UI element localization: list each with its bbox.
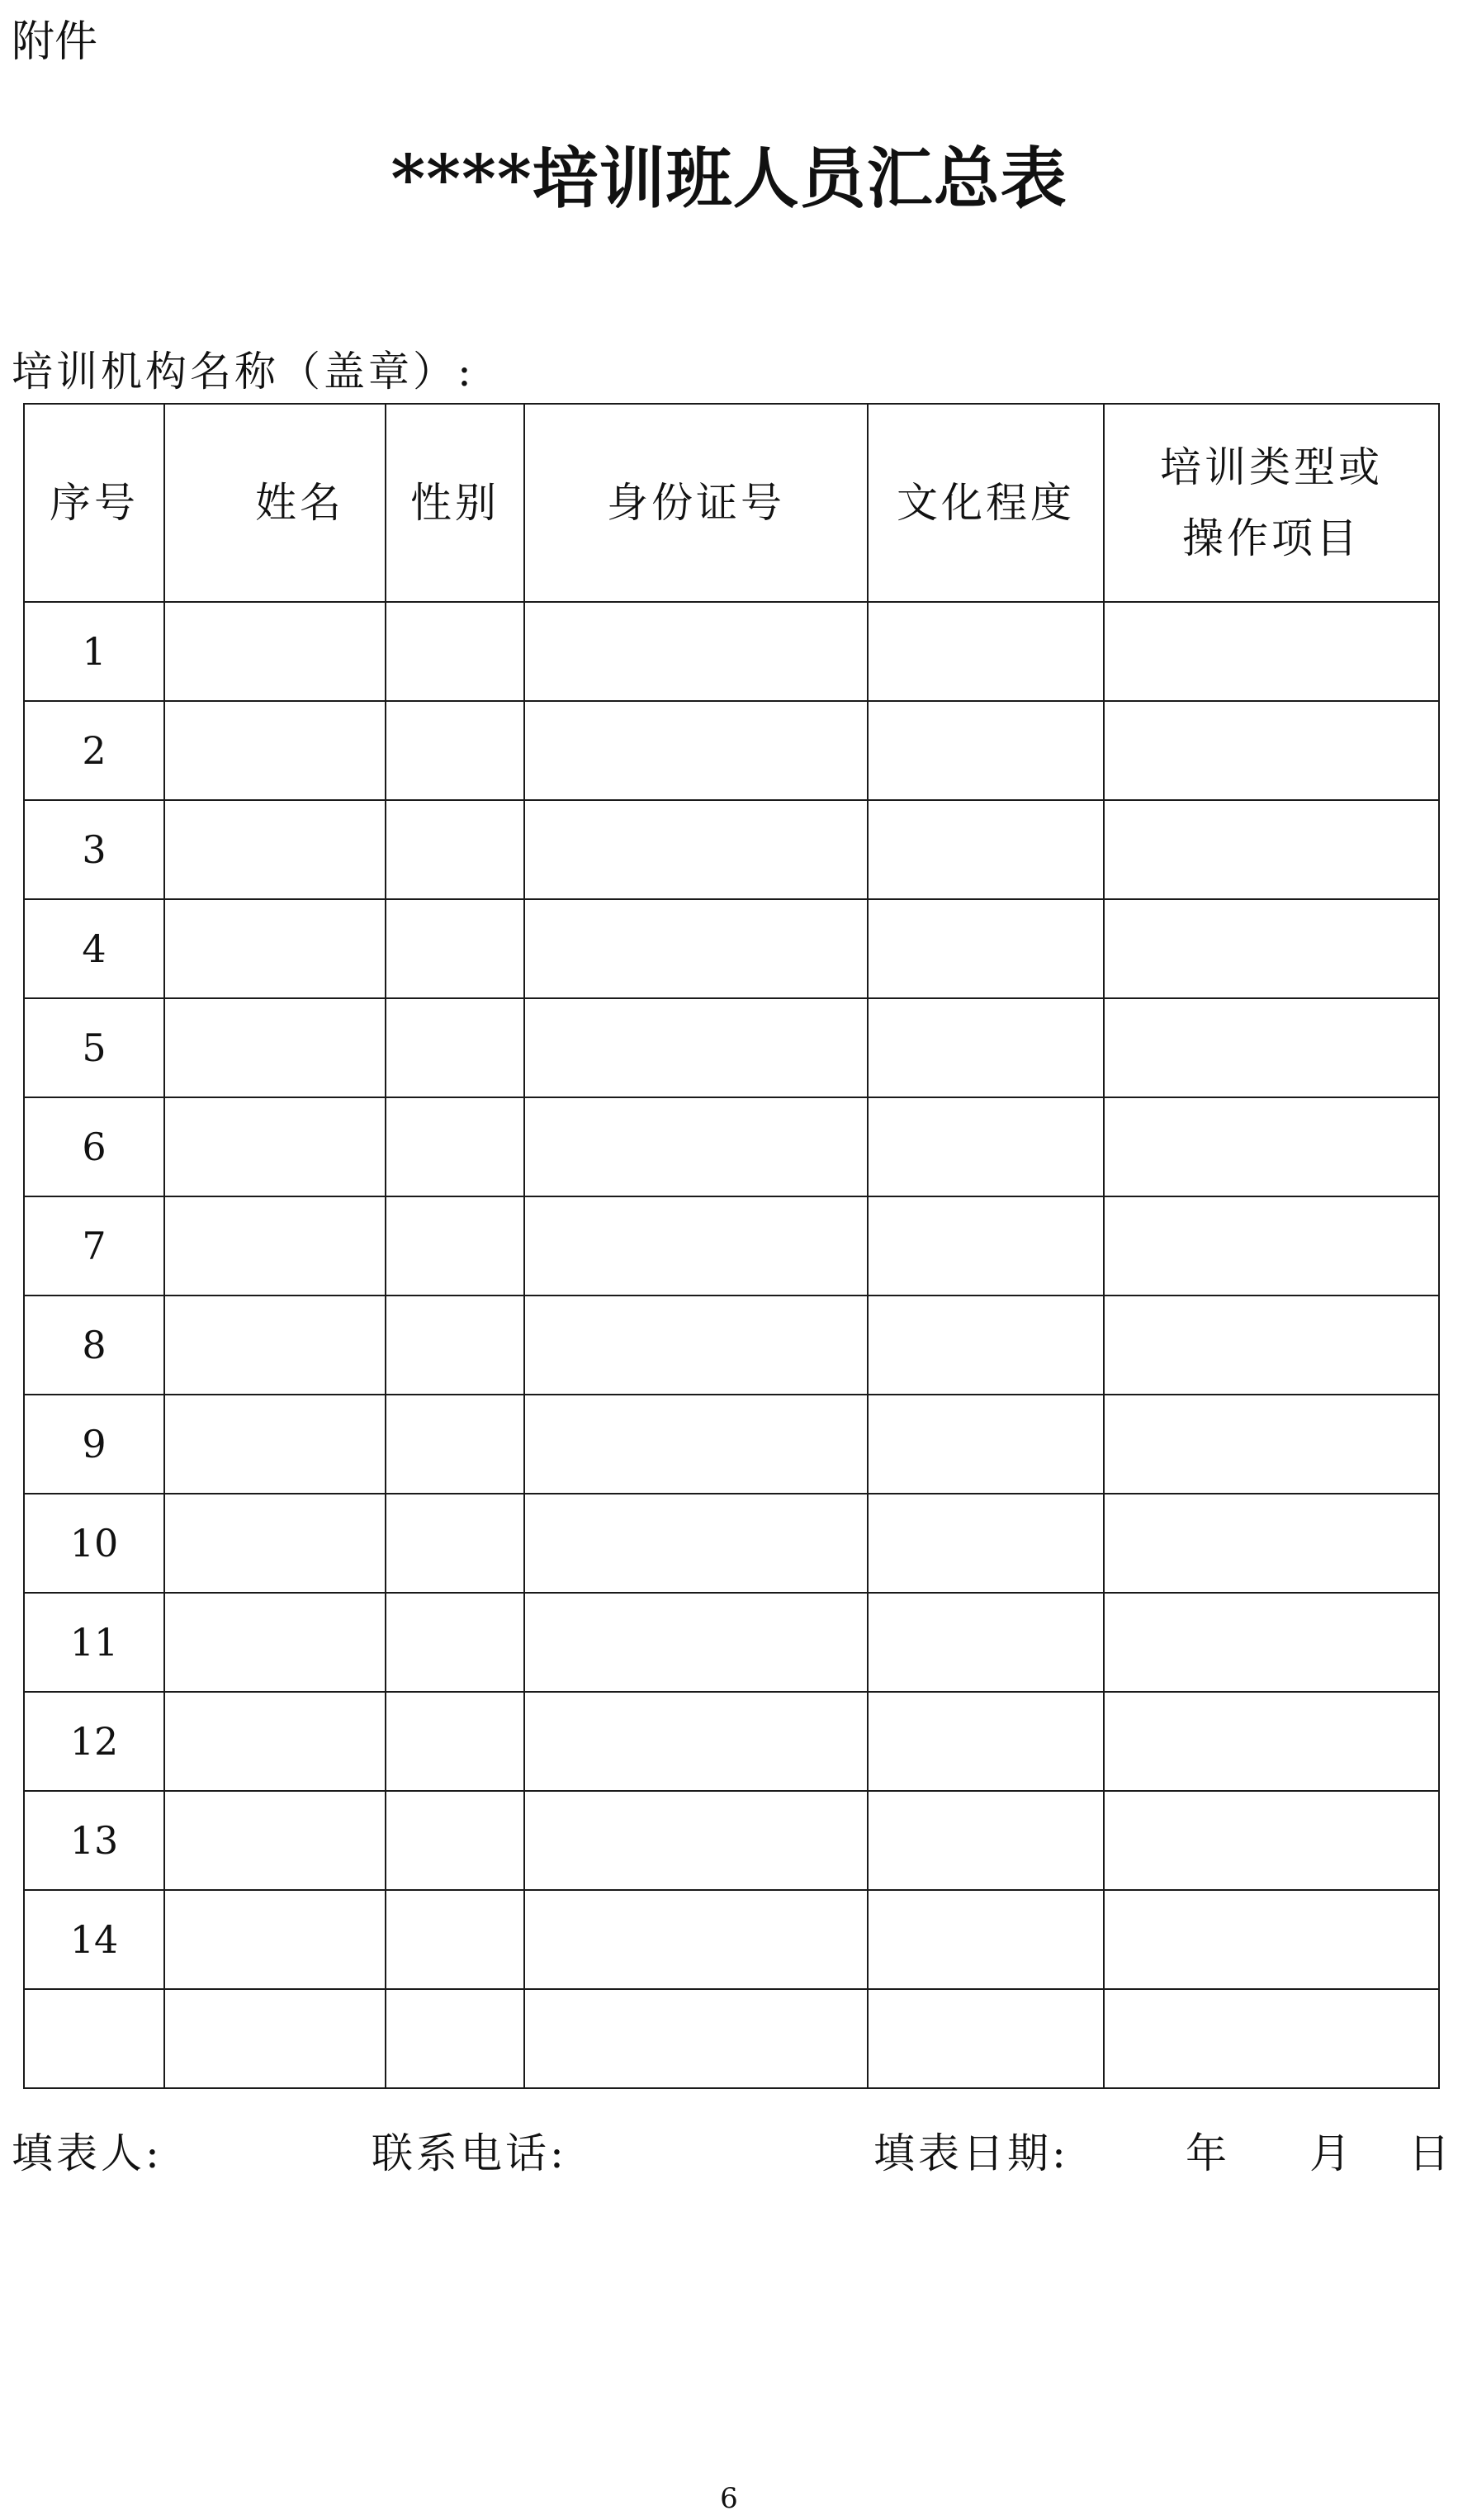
header-education: 文化程度: [868, 404, 1104, 602]
org-name-field: [12, 339, 475, 398]
header-training-type: [1104, 404, 1439, 602]
cell-gender: [386, 1395, 524, 1494]
cell-id-number: [524, 1593, 868, 1692]
cell-gender: [386, 998, 524, 1097]
cell-training-type: [1104, 1494, 1439, 1593]
table-body: [24, 602, 1439, 2088]
cell-training-type: [1104, 899, 1439, 998]
cell-name: [164, 701, 386, 800]
page-number: 6: [720, 2482, 738, 2515]
cell-no: 12: [24, 1692, 164, 1791]
table-row: [24, 1593, 1439, 1692]
cell-training-type: [1104, 1395, 1439, 1494]
table-row: [24, 602, 1439, 701]
cell-gender: [386, 1890, 524, 1989]
attachment-label: 附件: [12, 17, 98, 67]
cell-id-number: [524, 899, 868, 998]
cell-no: 4: [24, 899, 164, 998]
cell-no: 11: [24, 1593, 164, 1692]
table-row: [24, 1395, 1439, 1494]
cell-gender: [386, 1097, 524, 1196]
cell-training-type: [1104, 701, 1439, 800]
month-label: 月: [1309, 2129, 1354, 2177]
cell-no: [24, 1989, 164, 2088]
cell-id-number: [524, 602, 868, 701]
cell-id-number: [524, 1890, 868, 1989]
phone-label: 联系电话:: [372, 2129, 567, 2177]
cell-no: 6: [24, 1097, 164, 1196]
cell-gender: [386, 1791, 524, 1890]
cell-name: [164, 1395, 386, 1494]
cell-id-number: [524, 1196, 868, 1296]
cell-education: [868, 701, 1104, 800]
cell-education: [868, 1989, 1104, 2088]
header-gender: 性别: [386, 404, 524, 602]
table-header-row: [24, 404, 1439, 602]
cell-training-type: [1104, 1097, 1439, 1196]
header-id-number: 身份证号: [524, 404, 868, 602]
cell-training-type: [1104, 1791, 1439, 1890]
cell-no: 10: [24, 1494, 164, 1593]
cell-gender: [386, 899, 524, 998]
cell-no: 2: [24, 701, 164, 800]
trainee-table: [23, 403, 1440, 2089]
cell-id-number: [524, 998, 868, 1097]
cell-education: [868, 1593, 1104, 1692]
cell-education: [868, 1395, 1104, 1494]
cell-education: [868, 1196, 1104, 1296]
cell-training-type: [1104, 800, 1439, 899]
cell-id-number: [524, 701, 868, 800]
header-name: 姓名: [164, 404, 386, 602]
cell-gender: [386, 1196, 524, 1296]
cell-id-number: [524, 1395, 868, 1494]
filler-label: 填表人:: [12, 2129, 163, 2177]
cell-education: [868, 1890, 1104, 1989]
cell-name: [164, 1296, 386, 1395]
year-label: 年: [1186, 2129, 1230, 2177]
fill-date-label: 填表日期:: [873, 2129, 1069, 2177]
cell-training-type: [1104, 1692, 1439, 1791]
header-training-type-line1: 培训类型或: [1160, 443, 1383, 491]
header-training-type-line2: 操作项目: [1182, 514, 1361, 562]
table-row: [24, 1989, 1439, 2088]
day-label: 日: [1408, 2129, 1453, 2177]
cell-education: [868, 998, 1104, 1097]
cell-no: 9: [24, 1395, 164, 1494]
cell-education: [868, 1494, 1104, 1593]
table-row: [24, 1097, 1439, 1196]
cell-education: [868, 1097, 1104, 1196]
cell-no: 5: [24, 998, 164, 1097]
cell-training-type: [1104, 998, 1439, 1097]
table-row: [24, 998, 1439, 1097]
cell-gender: [386, 1494, 524, 1593]
cell-name: [164, 1989, 386, 2088]
cell-gender: [386, 701, 524, 800]
cell-education: [868, 1692, 1104, 1791]
cell-name: [164, 899, 386, 998]
cell-gender: [386, 1989, 524, 2088]
cell-gender: [386, 1593, 524, 1692]
form-title: ****培训班人员汇总表: [391, 140, 1067, 217]
cell-gender: [386, 1296, 524, 1395]
cell-name: [164, 1692, 386, 1791]
cell-no: 14: [24, 1890, 164, 1989]
cell-id-number: [524, 1989, 868, 2088]
table-row: [24, 1196, 1439, 1296]
cell-training-type: [1104, 1989, 1439, 2088]
cell-id-number: [524, 1791, 868, 1890]
cell-gender: [386, 1692, 524, 1791]
table-row: [24, 1890, 1439, 1989]
cell-id-number: [524, 1296, 868, 1395]
cell-training-type: [1104, 1296, 1439, 1395]
cell-id-number: [524, 1692, 868, 1791]
cell-id-number: [524, 1097, 868, 1196]
cell-name: [164, 1196, 386, 1296]
cell-gender: [386, 602, 524, 701]
cell-name: [164, 800, 386, 899]
cell-training-type: [1104, 1890, 1439, 1989]
cell-name: [164, 1494, 386, 1593]
cell-name: [164, 1890, 386, 1989]
cell-training-type: [1104, 1196, 1439, 1296]
table-row: [24, 899, 1439, 998]
cell-no: 1: [24, 602, 164, 701]
table-row: [24, 701, 1439, 800]
cell-id-number: [524, 800, 868, 899]
cell-no: 3: [24, 800, 164, 899]
table-row: [24, 1494, 1439, 1593]
cell-education: [868, 1791, 1104, 1890]
cell-training-type: [1104, 1593, 1439, 1692]
table-row: [24, 800, 1439, 899]
header-no: 序号: [24, 404, 164, 602]
cell-id-number: [524, 1494, 868, 1593]
cell-no: 8: [24, 1296, 164, 1395]
cell-education: [868, 602, 1104, 701]
cell-no: 7: [24, 1196, 164, 1296]
cell-no: 13: [24, 1791, 164, 1890]
cell-name: [164, 1791, 386, 1890]
cell-education: [868, 800, 1104, 899]
cell-education: [868, 1296, 1104, 1395]
table-row: [24, 1791, 1439, 1890]
table-row: [24, 1692, 1439, 1791]
cell-education: [868, 899, 1104, 998]
cell-name: [164, 1593, 386, 1692]
cell-name: [164, 602, 386, 701]
cell-name: [164, 1097, 386, 1196]
table-row: [24, 1296, 1439, 1395]
cell-gender: [386, 800, 524, 899]
cell-training-type: [1104, 602, 1439, 701]
cell-name: [164, 998, 386, 1097]
org-name-label: 培训机构名称（盖章）:: [12, 348, 475, 396]
